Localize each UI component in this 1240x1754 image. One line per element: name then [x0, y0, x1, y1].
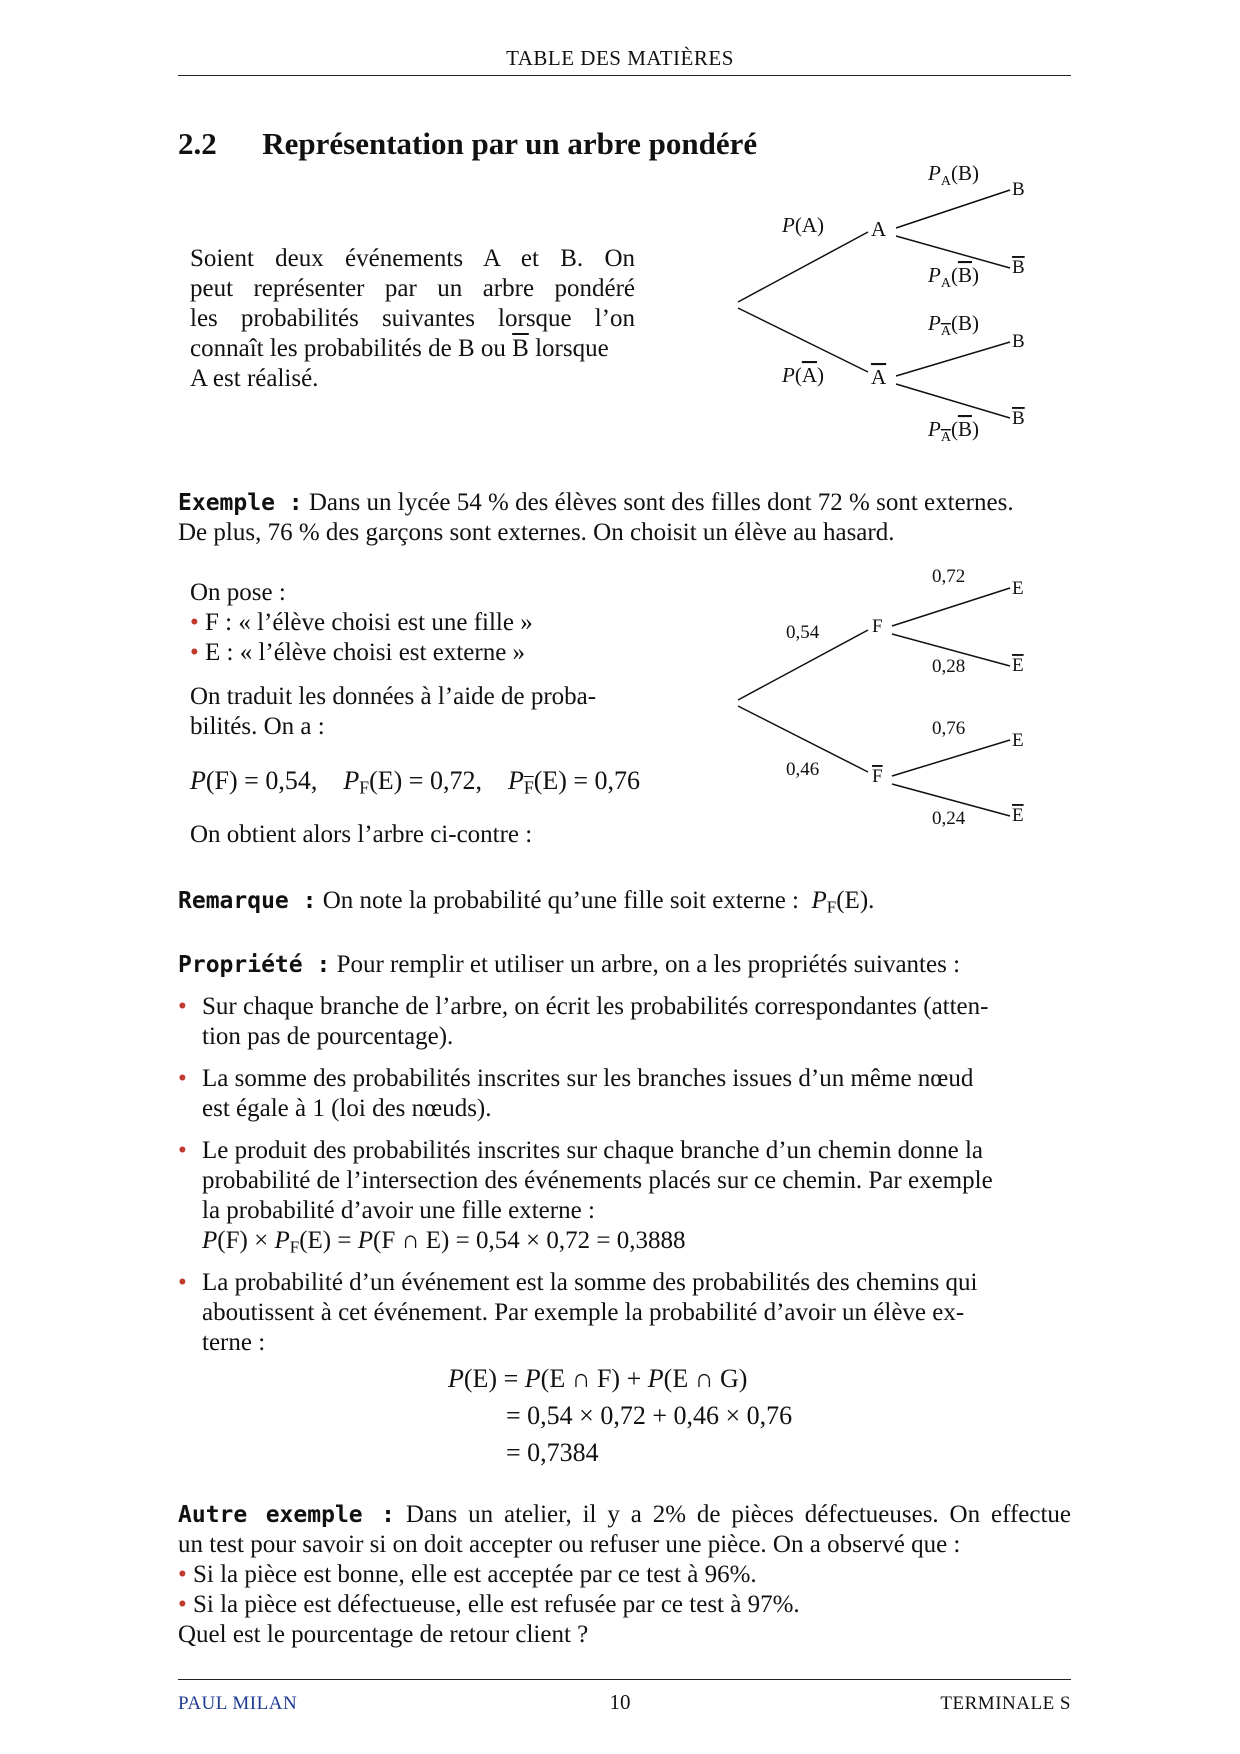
property-list [178, 992, 1071, 1358]
tree-branch [896, 190, 1010, 228]
intro-line: A est réalisé. [190, 365, 319, 392]
leaf-e-bar: E [1012, 805, 1024, 826]
footer-author: PAUL MILAN [178, 1693, 298, 1714]
tree-branch [892, 588, 1010, 626]
tree-branch [896, 384, 1010, 418]
list-item: • Si la pièce est bonne, elle est acceptée par ce test à 96%. [178, 1561, 757, 1588]
node-f: F [872, 616, 883, 637]
section-heading [178, 126, 757, 162]
leaf-e-bar: E [1012, 655, 1024, 676]
intersection-formula: $P(F) \times P_F(E) = P(F$ ∩ E) = 0,54 × 0,72 = 0,3888 [202, 1227, 686, 1257]
tree-branch [738, 232, 868, 302]
node-f-bar: F [872, 766, 883, 787]
branch-prob-pabar-bbar: $P_A(B)$ [928, 417, 979, 445]
leaf-b-bar: B [1012, 408, 1025, 429]
total-probability-equation [448, 1360, 792, 1471]
leaf-e: E [1012, 730, 1024, 751]
other-example-line: un test pour savoir si on doit accepter ou refuser une pièce. On a observé que : [178, 1531, 961, 1558]
root-prob-a-bar: P(A) [782, 363, 824, 387]
example-details [190, 578, 690, 742]
example-line: De plus, 76 % des garçons sont externes. On choisit un élève au hasard. [178, 519, 895, 546]
branch-prob: 0,24 [932, 808, 966, 829]
branch-prob-pabar-b: $P_A(B)$ [928, 311, 979, 339]
node-a: A [871, 217, 887, 241]
footer-rule [178, 1679, 1071, 1680]
footer-level: TERMINALE S [940, 1693, 1071, 1714]
equation-line: P(E) = P(E ∩ F) + P(E ∩ G) [448, 1364, 748, 1393]
example-block [178, 488, 1071, 548]
root-prob-a: P(A) [782, 213, 824, 237]
intro-line: les probabilités suivantes lorsque l’on [190, 305, 635, 332]
branch-prob: 0,76 [932, 718, 966, 739]
leaf-e: E [1012, 578, 1024, 599]
property-block [178, 950, 1071, 980]
root-prob: 0,54 [786, 622, 820, 643]
branch-prob: 0,28 [932, 656, 966, 677]
running-header: TABLE DES MATIÈRES [506, 46, 734, 70]
branch-prob-pa-b: $P_A(B)$ [928, 161, 979, 189]
leaf-b: B [1012, 331, 1025, 352]
list-item: • Sur chaque branche de l’arbre, on écrit les probabilités correspondantes (atten- tion pas de pourcentage). [178, 993, 989, 1050]
property-label: Propriété : [178, 952, 331, 978]
intro-paragraph [190, 244, 635, 394]
leaf-b-bar: B [1012, 257, 1025, 278]
list-item: • Si la pièce est défectueuse, elle est refusée par ce test à 97%. [178, 1591, 800, 1618]
remark-label: Remarque : [178, 888, 317, 914]
root-prob: 0,46 [786, 759, 820, 780]
pose-line: On pose : [190, 579, 286, 606]
other-example-block [178, 1500, 1071, 1650]
equation-line: = 0,7384 [506, 1438, 599, 1467]
example-label: Exemple : [178, 490, 303, 516]
equation-line: = 0,54 × 0,72 + 0,46 × 0,76 [506, 1401, 793, 1430]
conclusion-line: On obtient alors l’arbre ci-contre : [190, 821, 533, 848]
probability-tree-ab [720, 160, 1060, 460]
page-number: 10 [609, 1690, 631, 1714]
other-example-label: Autre exemple : [178, 1502, 395, 1528]
list-item: • La probabilité d’un événement est la somme des probabilités des chemins qui aboutissent à cet événement. Par exemple la probabilité d’avoir un élève ex- terne : [178, 1269, 978, 1356]
section-title: Représentation par un arbre pondéré [262, 126, 758, 161]
remark-line: Remarque : On note la probabilité qu’une fille soit externe : $P_F(E)$. [178, 887, 875, 917]
question-line: Quel est le pourcentage de retour client ? [178, 1621, 589, 1648]
leaf-b: B [1012, 179, 1025, 200]
property-intro: Propriété : Pour remplir et utiliser un arbre, on a les propriétés suivantes : [178, 951, 961, 978]
section-number: 2.2 [178, 126, 217, 161]
header-rule [178, 75, 1071, 76]
tree-branch [892, 740, 1010, 776]
intro-line: connaît les probabilités de B ou $\overline{B}$ lorsque [190, 335, 609, 362]
example-line: Exemple : Dans un lycée 54 % des élèves sont des filles dont 72 % sont externes. [178, 489, 1014, 516]
list-item: • E : « l’élève choisi est externe » [190, 639, 526, 666]
translation-line: On traduit les données à l’aide de proba- [190, 683, 597, 710]
intro-line: peut représenter par un arbre pondéré [190, 275, 635, 302]
list-item: • La somme des probabilités inscrites sur les branches issues d’un même nœud est égale à 1 (loi des nœuds). [178, 1065, 974, 1122]
branch-prob: 0,72 [932, 566, 966, 587]
branch-prob-pa-bbar: $P_A(B)$ [928, 263, 979, 291]
list-item: • Le produit des probabilités inscrites sur chaque branche d’un chemin donne la probabilité de l’intersection des événements placés sur ce chemin. Par exemple la probabilité d’avoir une fille externe : $P(F) \times P_F(E) = P(F$ ∩ E) = 0,54 × 0,72 = 0,3888 [178, 1136, 1071, 1256]
probability-tree-fe [720, 560, 1060, 840]
given-probabilities: P(F) = 0,54, $P_F(E) = 0,72$, $P_{\overline{F}}(E) = 0,76$ [190, 766, 641, 798]
other-example-line: Autre exemple : Dans un atelier, il y a 2% de pièces défectueuses. On effectue [178, 1501, 1072, 1528]
list-item: • F : « l’élève choisi est une fille » [190, 609, 533, 636]
intro-line: Soient deux événements A et B. On [190, 245, 635, 272]
node-a-bar: A [871, 365, 887, 389]
translation-line: bilités. On a : [190, 713, 325, 740]
tree-branch [896, 342, 1010, 376]
